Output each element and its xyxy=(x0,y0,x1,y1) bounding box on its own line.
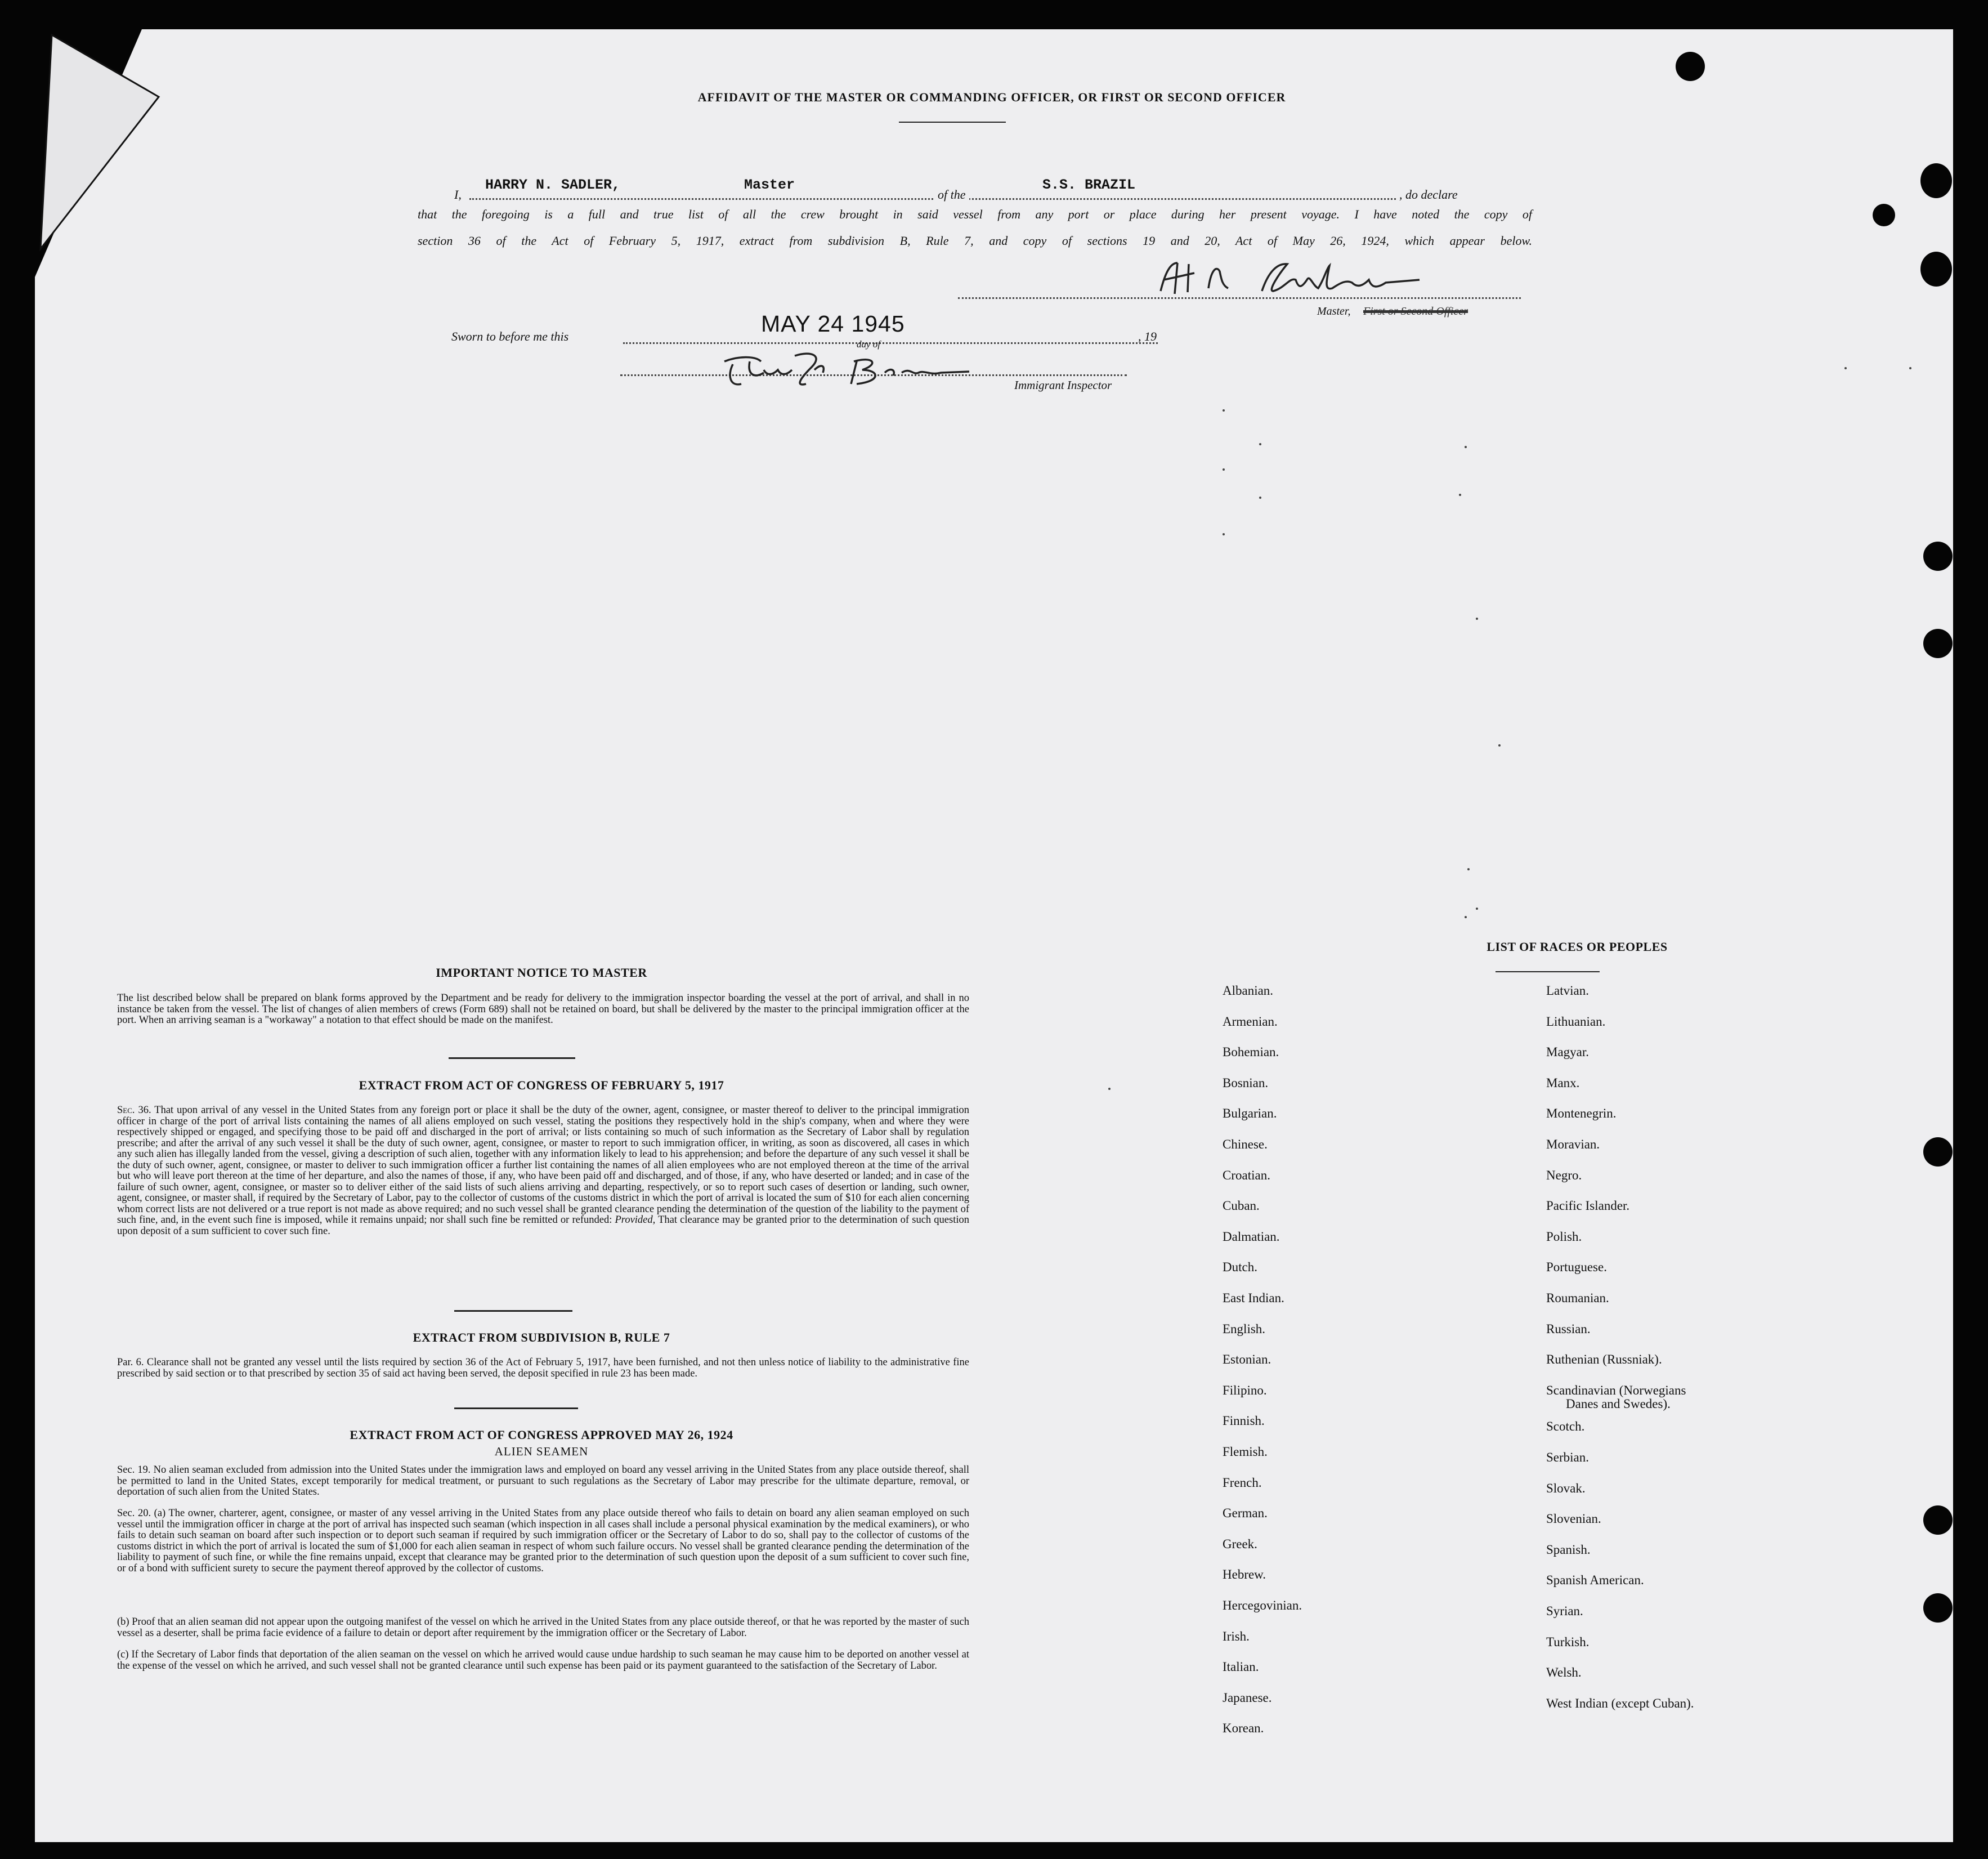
alien-seamen-subtitle: ALIEN SEAMEN xyxy=(494,1445,589,1458)
rank-value: Master xyxy=(744,177,795,193)
of-the-label: of the xyxy=(934,181,969,208)
day-of-label: day of xyxy=(857,339,881,350)
race-item: Lithuanian. xyxy=(1546,1014,1606,1029)
race-item: Dalmatian. xyxy=(1223,1229,1280,1244)
binder-hole xyxy=(1923,542,1953,571)
races-title: LIST OF RACES OR PEOPLES xyxy=(1486,940,1668,954)
race-item: Montenegrin. xyxy=(1546,1106,1617,1121)
master-label: Master, xyxy=(1317,305,1351,318)
race-item: Estonian. xyxy=(1223,1352,1271,1367)
inspector-signature xyxy=(716,345,980,395)
sec20b-body: (b) Proof that an alien seaman did not appear upon the outgoing manifest of the vessel on which he arrived in the United States from any place outside thereof, or that he was reported by the master of such vessel as a deserter, shall be prima facie evidence of a failure to detain or deport after requirement by the immigration officer or the Secretary of Labor. xyxy=(117,1616,969,1639)
race-item: Ruthenian (Russniak). xyxy=(1546,1352,1662,1367)
race-item: Filipino. xyxy=(1223,1383,1267,1397)
race-item: Hebrew. xyxy=(1223,1567,1266,1582)
affidavit-i-label: I, xyxy=(454,187,462,202)
race-item: Turkish. xyxy=(1546,1634,1589,1649)
race-item: Bulgarian. xyxy=(1223,1106,1277,1121)
race-item: German. xyxy=(1223,1506,1268,1521)
sec20c-body: (c) If the Secretary of Labor finds that deportation of the alien seaman on the vessel on which he arrived would cause undue hardship to such seaman he may cause him to be deported on another vessel at the expense of the vessel on which he arrived, and such vessel shall not be granted clearance until such expense has been paid or its payment guaranteed to the satisfaction of the Secretary of Labor. xyxy=(117,1649,969,1672)
race-item: Manx. xyxy=(1546,1075,1580,1090)
race-item: Welsh. xyxy=(1546,1665,1582,1680)
binder-hole xyxy=(1923,1137,1953,1167)
race-item: French. xyxy=(1223,1475,1262,1490)
race-item: Japanese. xyxy=(1223,1690,1272,1705)
rule7-title: EXTRACT FROM SUBDIVISION B, RULE 7 xyxy=(413,1330,670,1344)
binder-hole xyxy=(1676,52,1705,81)
sworn-label: Sworn to before me this xyxy=(451,329,569,343)
extract-1917-body: Sec. 36. That upon arrival of any vessel in the United States from any foreign port or place it shall be the duty of the owner, agent, consignee, or master thereof to deliver to the principal immigration officer in charge of the port of arrival lists containing the names of all aliens employed on such vessel, stating the positions they respectively hold in the ship's company, when and where they were respectively shipped or engaged, and specifying those to be paid off and discharged in the port of arrival; or lists containing so much of such information as the Secretary of Labor shall by regulation prescribe; and after the arrival of any such vessel it shall be the duty of such owner, agent, consignee, or master to report to such immigration officer, in writing, as soon as discovered, all cases in which any such alien has illegally landed from the vessel, giving a description of such alien, together with any information likely to lead to his apprehension; and before the departure of any such vessel it shall be the duty of such owner, agent, consignee, or master to deliver to such immigration officer a further list containing the names of all alien employees who are not employed thereon at the time of the arrival but who will leave port thereon at the time of her departure, and also the names of those, if any, who have been paid off and discharged, and of those, if any, who have deserted or landed; and in case of the failure of such owner, agent, consignee, or master so to deliver either of the said lists of such aliens arriving and departing, respectively, or so to report such cases of desertion or landing, such owner, agent, consignee, or master shall, if required by the Secretary of Labor, pay to the collector of customs of the customs district in which the port of arrival is located the sum of $10 for each alien concerning whom correct lists are not delivered or a true report is not made as above required; and no such vessel shall be granted clearance pending the determination of the question of the liability to the payment of such fine, and, in the event such fine is imposed, while it remains unpaid; nor shall such fine be remitted or refunded: Provided, That clearance may be granted prior to the determination of such question upon deposit of a sum sufficient to cover such fine. xyxy=(117,1105,970,1237)
race-item: Pacific Islander. xyxy=(1546,1199,1630,1213)
date-stamp: MAY 24 1945 xyxy=(761,311,905,337)
race-item: West Indian (except Cuban). xyxy=(1546,1696,1694,1710)
race-item: Roumanian. xyxy=(1546,1291,1609,1305)
race-item: Croatian. xyxy=(1223,1168,1270,1182)
rule7-body: Par. 6. Clearance shall not be granted any vessel until the lists required by section 36 of the Act of February 5, 1917, have been furnished, and not then unless notice of liability to the administrative fine prescribed by said section or to that prescribed by section 35 of said act having been served, the deposit specified in rule 23 has been made. xyxy=(117,1357,969,1379)
binder-hole xyxy=(1920,252,1952,287)
do-declare-label: , do declare xyxy=(1397,181,1458,208)
race-item: Albanian. xyxy=(1223,984,1274,998)
race-item: Portuguese. xyxy=(1546,1260,1607,1275)
race-item: Spanish American. xyxy=(1546,1573,1644,1588)
sec20a-body: Sec. 20. (a) The owner, charterer, agent, consignee, or master of any vessel arriving in the United States from any place outside thereof who fails to detain on board any alien seaman employed on such vessel until the immigration officer in charge at the port of arrival has inspected such seaman (which inspection in all cases shall include a personal physical examination by the medical examiners), or who fails to detain such seaman on board after such inspection or to deport such seaman if required by such immigration officer or the Secretary of Labor to do so, shall pay to the collector of customs of the customs district in which the port of arrival is located the sum of $1,000 for each alien seaman in respect of whom such failure occurs. No vessel shall be granted clearance pending the determination of the liability to payment of such fine, or while the fine remains unpaid, except that clearance may be granted prior to the determination of such question upon the deposit of a sum sufficient to cover such fine, or of a bond with sufficient surety to secure the payment thereof approved by the collector of customs. xyxy=(117,1508,969,1574)
notice-title: IMPORTANT NOTICE TO MASTER xyxy=(436,966,647,980)
race-item: Greek. xyxy=(1223,1536,1257,1551)
race-item: English. xyxy=(1223,1321,1266,1336)
race-item: Scandinavian (Norwegians xyxy=(1546,1383,1686,1397)
race-item: East Indian. xyxy=(1223,1291,1284,1305)
binder-hole xyxy=(1873,204,1895,226)
race-item: Latvian. xyxy=(1546,984,1589,998)
race-item: Magyar. xyxy=(1546,1045,1589,1060)
race-item: Bosnian. xyxy=(1223,1075,1269,1090)
affidavit-title: AFFIDAVIT OF THE MASTER OR COMMANDING OFFICER, OR FIRST OR SECOND OFFICER xyxy=(697,90,1286,104)
race-item: Slovak. xyxy=(1546,1481,1586,1495)
extract-1917-title: EXTRACT FROM ACT OF CONGRESS OF FEBRUARY 5, 1917 xyxy=(359,1078,724,1092)
race-item: Slovenian. xyxy=(1546,1512,1601,1526)
race-item: Spanish. xyxy=(1546,1542,1591,1557)
folded-corner xyxy=(35,29,215,277)
race-item: Danes and Swedes). xyxy=(1566,1396,1671,1411)
sec19-body: Sec. 19. No alien seaman excluded from admission into the United States under the immigration laws and employed on board any vessel arriving in the United States from any place outside thereof, shall be permitted to land in the United States, except temporarily for medical treatment, or pursuant to such regulations as the Secretary of Labor may prescribe for the ultimate departure, removal, or deportation of such alien from the United States. xyxy=(117,1464,969,1498)
binder-hole xyxy=(1923,1593,1953,1623)
master-name: HARRY N. SADLER, xyxy=(485,177,621,193)
vessel-name: S.S. BRAZIL xyxy=(1042,177,1136,193)
race-item: Hercegovinian. xyxy=(1223,1598,1302,1612)
master-signature xyxy=(1155,257,1448,302)
race-item: Korean. xyxy=(1223,1721,1264,1736)
race-item: Finnish. xyxy=(1223,1414,1265,1428)
document-page xyxy=(35,29,1953,1842)
notice-body: The list described below shall be prepared on blank forms approved by the Department and be ready for delivery to the immigration inspector boarding the vessel at the port of arrival, and shall in no instance be taken from the vessel. The list of changes of alien members of crews (Form 689) shall not be retained on board, but shall be delivered by the master to the principal immigration officer at the port. When an arriving seaman is a "workaway" a notation to that effect should be made on the manifest. xyxy=(117,993,969,1026)
race-item: Polish. xyxy=(1546,1229,1582,1244)
race-item: Irish. xyxy=(1223,1629,1250,1643)
race-item: Bohemian. xyxy=(1223,1045,1279,1060)
affidavit-line-3: section 36 of the Act of February 5, 1917, extract from subdivision B, Rule 7, and copy of sections 19 and 20, Act of May 26, 1924, which appear below. xyxy=(418,234,1532,248)
race-item: Serbian. xyxy=(1546,1450,1589,1464)
affidavit-line-2: that the foregoing is a full and true list of all the crew brought in said vessel from any port or place during her present voyage. I have noted the copy of xyxy=(418,207,1532,221)
binder-hole xyxy=(1923,1505,1953,1535)
race-item: Dutch. xyxy=(1223,1260,1257,1275)
race-item: Russian. xyxy=(1546,1321,1591,1336)
race-item: Negro. xyxy=(1546,1168,1582,1182)
race-item: Syrian. xyxy=(1546,1604,1583,1618)
race-item: Flemish. xyxy=(1223,1445,1268,1459)
race-item: Chinese. xyxy=(1223,1137,1268,1151)
year-prefix: , 19 xyxy=(1138,329,1157,343)
race-item: Cuban. xyxy=(1223,1199,1260,1213)
race-item: Scotch. xyxy=(1546,1419,1585,1434)
extract-1924-title: EXTRACT FROM ACT OF CONGRESS APPROVED MAY 26, 1924 xyxy=(350,1428,733,1442)
race-item: Moravian. xyxy=(1546,1137,1600,1151)
race-item: Italian. xyxy=(1223,1660,1259,1674)
binder-hole xyxy=(1920,163,1952,198)
struck-officer-label: First or Second Officer xyxy=(1363,305,1468,318)
inspector-label: Immigrant Inspector xyxy=(1014,378,1112,392)
race-item: Armenian. xyxy=(1223,1014,1278,1029)
binder-hole xyxy=(1923,629,1953,658)
